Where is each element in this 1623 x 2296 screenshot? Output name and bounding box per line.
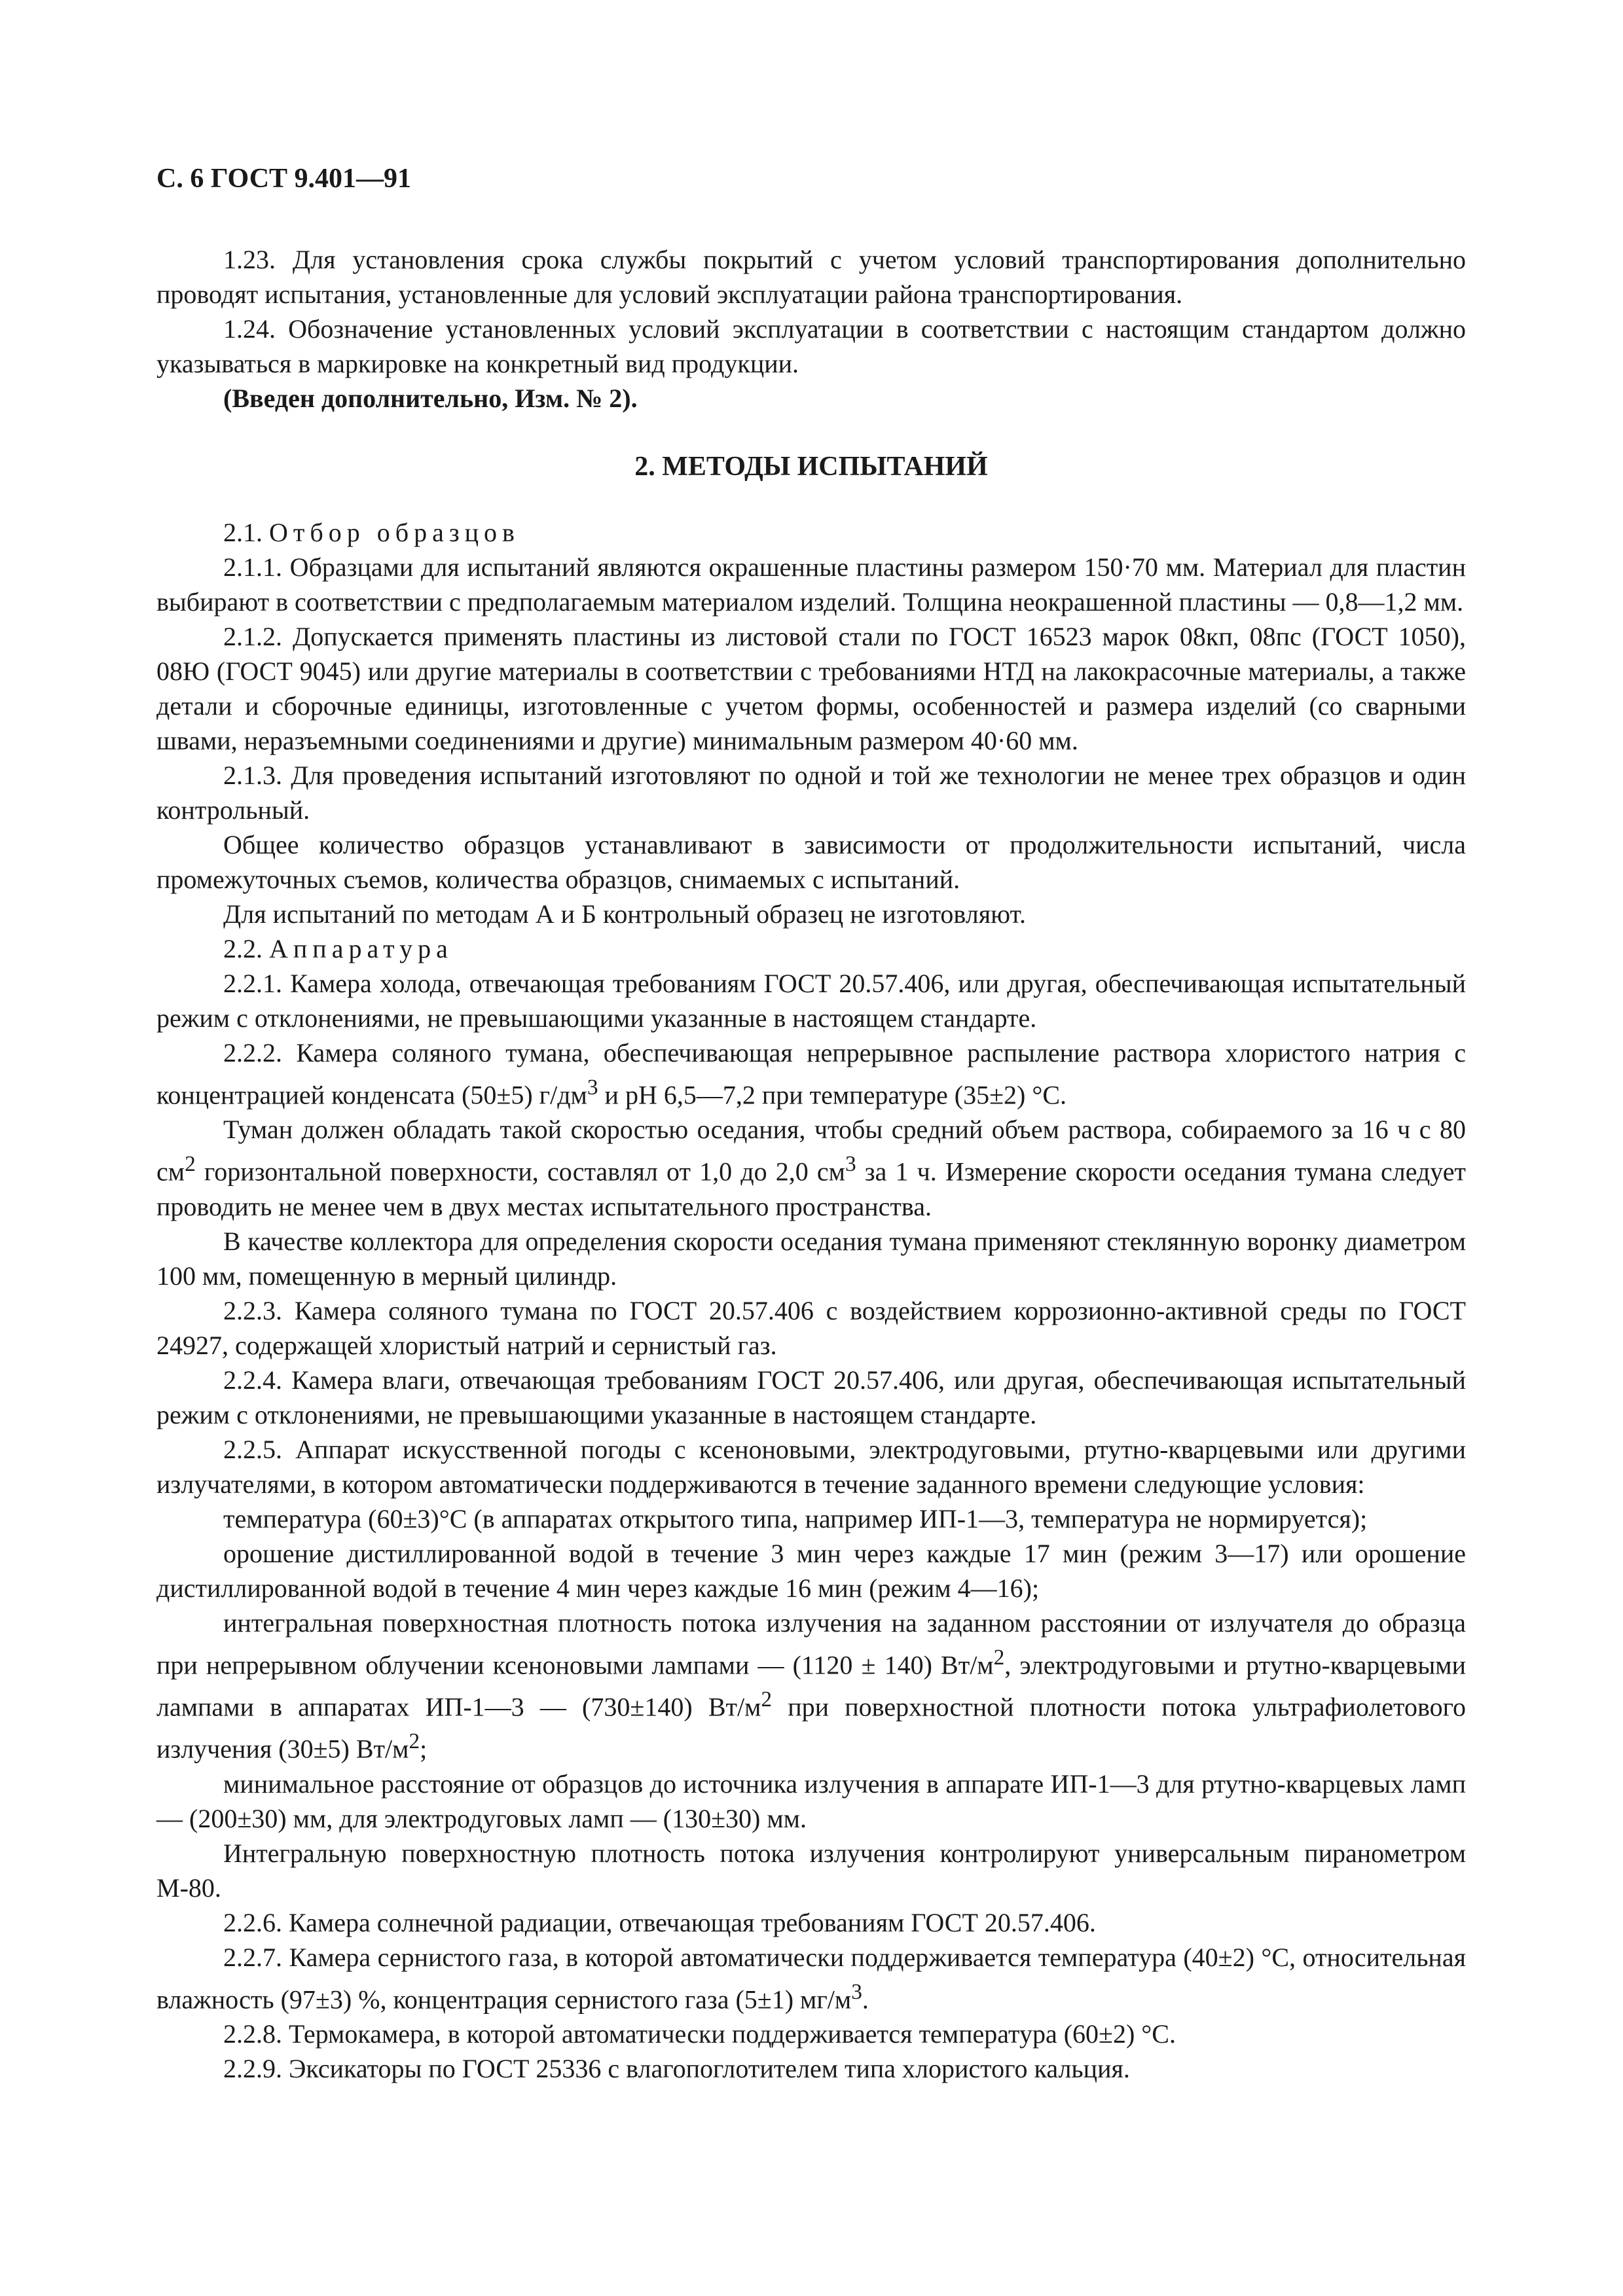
text-run: , электродуговыми и ртутно-кварцевыми лампами в аппаратах ИП-1—3 — (730±140) Вт/м	[156, 1649, 1466, 1722]
paragraph-2-2-5-distance: минимальное расстояние от образцов до источника излучения в аппарате ИП-1—3 для ртутно-кварцевых ламп — (200±30) мм, для электродуговых ламп — (130±30) мм.	[156, 1768, 1466, 1833]
subsection-number: 2.2.	[223, 934, 263, 963]
text-run: при поверхностной плотности потока ультрафиолетового излучения (30±5) Вт/м	[156, 1692, 1467, 1764]
paragraph-2-2-1: 2.2.1. Камера холода, отвечающая требованиям ГОСТ 20.57.406, или другая, обеспечивающая испытательный режим с отклонениями, не превышающими указанные в настоящем стандарте.	[156, 969, 1466, 1033]
paragraph-2-1-2: 2.1.2. Допускается применять пластины из листовой стали по ГОСТ 16523 марок 08кп, 08пс (ГОСТ 1050), 08Ю (ГОСТ 9045) или другие материалы в соответствии с требованиями НТД на лакокрасочные материалы, а также детали и сборочные единицы, изготовленные с учетом формы, особенностей и размера изделий (со сварными швами, неразъемными соединениями и другие) минимальным размером 40·60 мм.	[156, 622, 1466, 755]
superscript: 2	[409, 1729, 420, 1754]
text-run: 2.2.7. Камера сернистого газа, в которой автоматически поддерживается температура (40±2) °С, относительная влажность (97±3) %, концентрация сернистого газа (5±1) мг/м	[156, 1942, 1466, 2014]
paragraph-2-2-2-fog	[156, 1112, 1466, 1223]
paragraph-1-24: 1.24. Обозначение установленных условий эксплуатации в соответствии с настоящим стандартом должно указываться в маркировке на конкретный вид продукции.	[156, 314, 1466, 378]
superscript: 2	[185, 1152, 196, 1177]
superscript: 3	[845, 1152, 856, 1177]
text-run: Туман должен обладать такой скоростью оседания, чтобы средний объем раствора, собираемого за 16 ч с 80 см	[156, 1115, 1466, 1187]
paragraph-2-2-9: 2.2.9. Эксикаторы по ГОСТ 25336 с влагопоглотителем типа хлористого кальция.	[223, 2053, 1130, 2083]
subsection-2-1-heading	[156, 515, 1466, 550]
subsection-title: Аппаратура	[269, 934, 453, 963]
paragraph-2-1-1: 2.1.1. Образцами для испытаний являются окрашенные пластины размером 150·70 мм. Материал для пластин выбирают в соответствии с предполагаемым материалом изделий. Толщина неокрашенной пластины — 0,8—1,2 мм.	[156, 552, 1466, 617]
superscript: 2	[761, 1687, 773, 1712]
amendment-note: (Введен дополнительно, Изм. № 2).	[223, 384, 638, 413]
document-body	[156, 242, 1466, 2086]
paragraph-2-2-5-pyranometer: Интегральную поверхностную плотность потока излучения контролируют универсальным пиранометром М-80.	[156, 1838, 1466, 1903]
text-run: горизонтальной поверхности, составлял от 1,0 до 2,0 см	[195, 1157, 845, 1187]
text-run: и pH 6,5—7,2 при температуре (35±2) °С.	[598, 1080, 1067, 1110]
superscript: 3	[851, 1979, 862, 2004]
text-run: .	[862, 1984, 869, 2014]
superscript: 2	[993, 1645, 1005, 1670]
paragraph-2-2-6: 2.2.6. Камера солнечной радиации, отвечающая требованиям ГОСТ 20.57.406.	[223, 1907, 1096, 1937]
paragraph-2-2-4: 2.2.4. Камера влаги, отвечающая требованиям ГОСТ 20.57.406, или другая, обеспечивающая испытательный режим с отклонениями, не превышающими указанные в настоящем стандарте.	[156, 1365, 1466, 1429]
subsection-2-2-heading	[156, 931, 1466, 966]
paragraph-2-1-3-control: Для испытаний по методам А и Б контрольный образец не изготовляют.	[223, 899, 1026, 929]
text-run: 2.2.2. Камера соляного тумана, обеспечивающая непрерывное распыление раствора хлористого натрия с концентрацией конденсата (50±5) г/дм	[156, 1038, 1466, 1110]
section-title: 2. МЕТОДЫ ИСПЫТАНИЙ	[634, 452, 988, 482]
paragraph-2-2-5: 2.2.5. Аппарат искусственной погоды с ксеноновыми, электродуговыми, ртутно-кварцевыми или другими излучателями, в котором автоматически поддерживаются в течение заданного времени следующие условия:	[156, 1434, 1466, 1499]
subsection-number: 2.1.	[223, 518, 263, 547]
paragraph-2-1-3-total: Общее количество образцов устанавливают в зависимости от продолжительности испытаний, числа промежуточных съемов, количества образцов, снимаемых с испытаний.	[156, 830, 1466, 894]
paragraph-2-2-3: 2.2.3. Камера соляного тумана по ГОСТ 20.57.406 с воздействием коррозионно-активной среды по ГОСТ 24927, содержащей хлористый натрий и сернистый газ.	[156, 1295, 1466, 1360]
paragraph-2-2-8: 2.2.8. Термокамера, в которой автоматически поддерживается температура (60±2) °С.	[223, 2018, 1176, 2049]
paragraph-2-1-3: 2.1.3. Для проведения испытаний изготовляют по одной и той же технологии не менее трех образцов и один контрольный.	[156, 761, 1466, 825]
text-run: интегральная поверхностная плотность потока излучения на заданном расстоянии от излучателя до образца при непрерывном облучении ксеноновыми лампами — (1120 ± 140) Вт/м	[156, 1607, 1466, 1679]
superscript: 3	[587, 1075, 598, 1100]
paragraph-2-2-2-collector: В качестве коллектора для определения скорости оседания тумана применяют стеклянную воронку диаметром 100 мм, помещенную в мерный цилиндр.	[156, 1226, 1466, 1291]
subsection-title: Отбор образцов	[269, 518, 520, 547]
page-header: С. 6 ГОСТ 9.401—91	[156, 164, 412, 194]
paragraph-2-2-5-irrigation: орошение дистиллированной водой в течение 3 мин через каждые 17 мин (режим 3—17) или орошение дистиллированной водой в течение 4 мин через каждые 16 мин (режим 4—16);	[156, 1538, 1466, 1603]
paragraph-2-2-5-temperature: температура (60±3)°С (в аппаратах открытого типа, например ИП-1—3, температура не нормируется);	[223, 1503, 1368, 1534]
paragraph-2-2-7	[156, 1940, 1466, 2017]
paragraph-2-2-5-flux	[156, 1605, 1466, 1767]
text-run: ;	[420, 1734, 428, 1764]
paragraph-1-23: 1.23. Для установления срока службы покрытий с учетом условий транспортирования дополнительно проводят испытания, установленные для условий эксплуатации района транспортирования.	[156, 245, 1466, 309]
text-run: за 1 ч. Измерение скорости оседания тумана следует проводить не менее чем в двух местах испытательного пространства.	[156, 1157, 1466, 1221]
paragraph-2-2-2	[156, 1035, 1466, 1112]
